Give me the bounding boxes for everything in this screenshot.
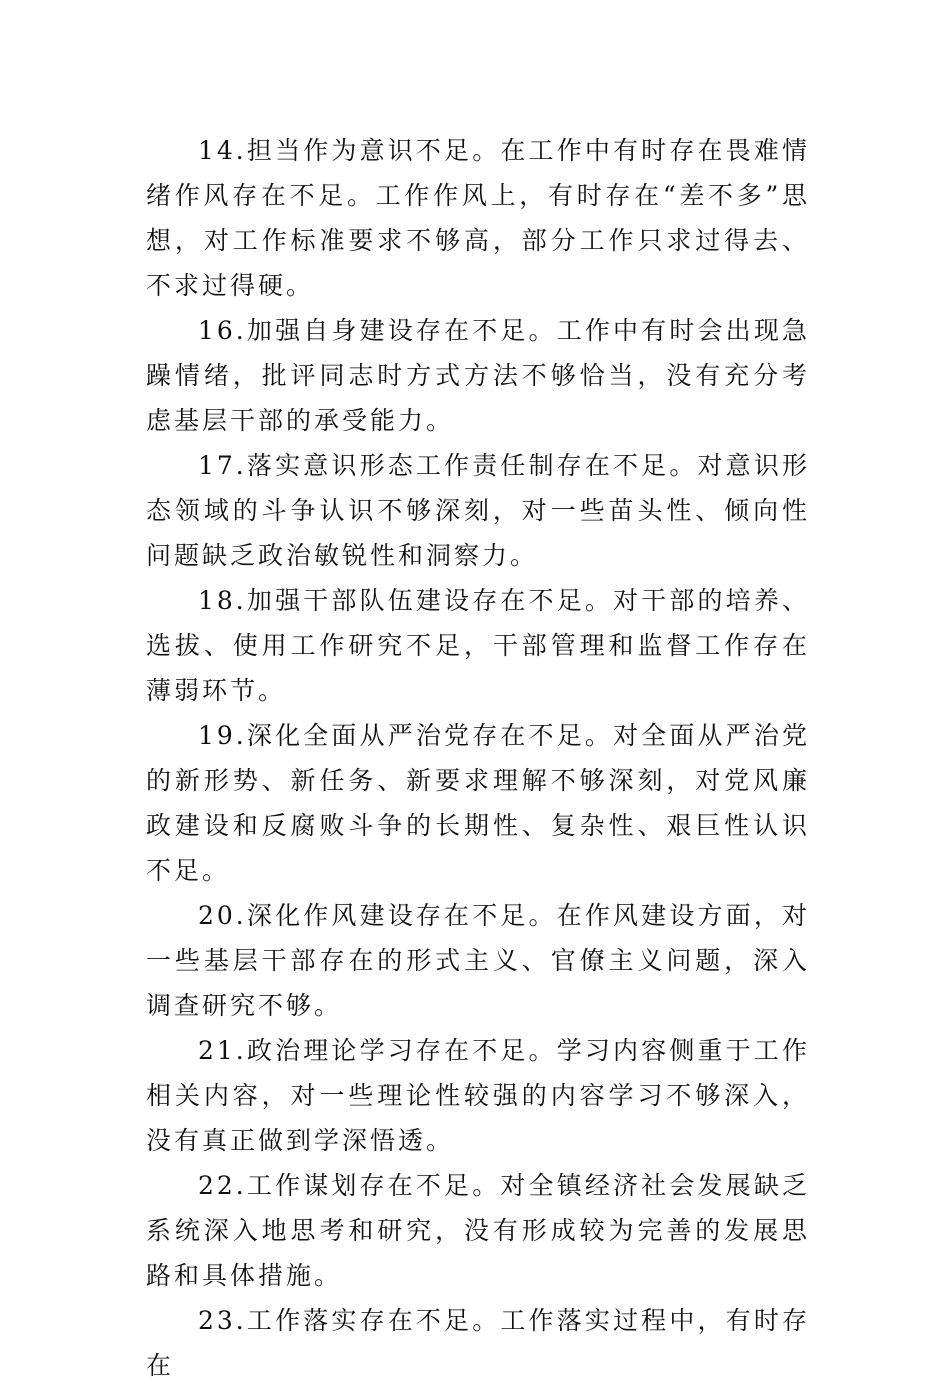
paragraph-23: 23.工作落实存在不足。工作落实过程中，有时存在 <box>146 1306 810 1380</box>
paragraph-19: 19.深化全面从严治党存在不足。对全面从严治党的新形势、新任务、新要求理解不够深刻，对党风廉政建设和反腐败斗争的长期性、复杂性、艰巨性认识不足。 <box>146 721 810 885</box>
paragraph-16: 16.加强自身建设存在不足。工作中有时会出现急躁情绪，批评同志时方式方法不够恰当，没有充分考虑基层干部的承受能力。 <box>146 316 810 435</box>
paragraph-18: 18.加强干部队伍建设存在不足。对干部的培养、选拔、使用工作研究不足，干部管理和监督工作存在薄弱环节。 <box>146 586 810 705</box>
paragraph-20: 20.深化作风建设存在不足。在作风建设方面，对一些基层干部存在的形式主义、官僚主义问题，深入调查研究不够。 <box>146 901 810 1020</box>
paragraph-22: 22.工作谋划存在不足。对全镇经济社会发展缺乏系统深入地思考和研究，没有形成较为完善的发展思路和具体措施。 <box>146 1171 810 1290</box>
document-body <box>146 128 810 1388</box>
paragraph-21: 21.政治理论学习存在不足。学习内容侧重于工作相关内容，对一些理论性较强的内容学习不够深入，没有真正做到学深悟透。 <box>146 1036 810 1155</box>
paragraph-14: 14.担当作为意识不足。在工作中有时存在畏难情绪作风存在不足。工作作风上，有时存在“差不多”思想，对工作标准要求不够高，部分工作只求过得去、不求过得硬。 <box>146 136 810 300</box>
paragraph-17: 17.落实意识形态工作责任制存在不足。对意识形态领域的斗争认识不够深刻，对一些苗头性、倾向性问题缺乏政治敏锐性和洞察力。 <box>146 451 810 570</box>
